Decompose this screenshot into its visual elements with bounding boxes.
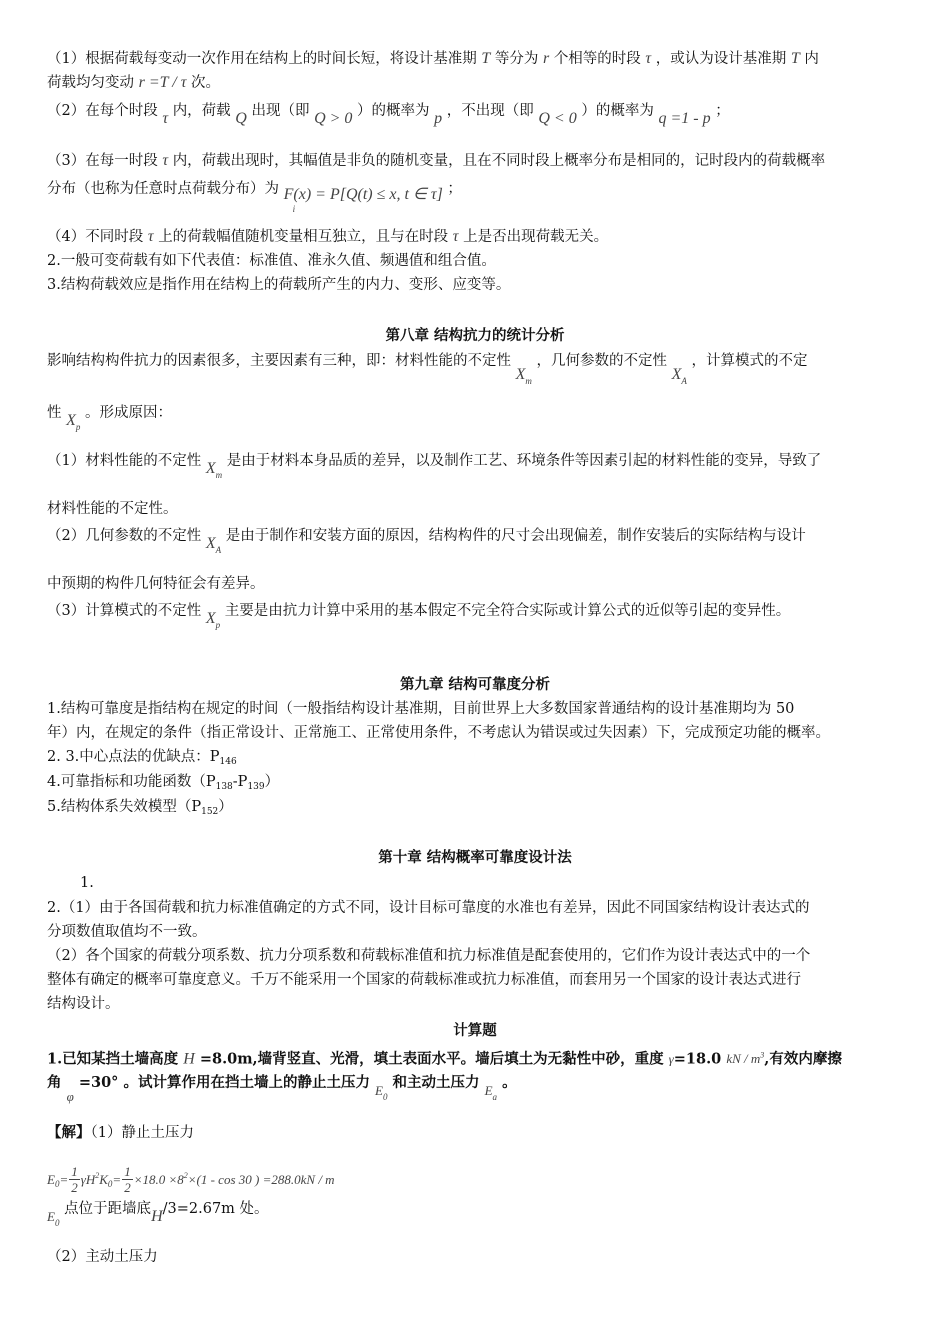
text: -P [232,774,248,790]
text: 等分为 [494,51,539,67]
solution-step-2: （2）主动土压力 [47,1249,158,1265]
chapter-9-title: 第九章 结构可靠度分析 [399,676,551,693]
chapter-8-intro [47,350,907,386]
formula-part: ×18.0 ×8 [133,1171,184,1187]
symbol-X: X [671,366,682,383]
subscript: m [215,470,223,480]
symbol-E: E [47,1209,55,1224]
symbol-X: X [66,412,76,429]
text: =8.0m,墙背竖直、光滑，填土表面水平。墙后填土为无黏性中砂，重度 [199,1050,664,1068]
formula-cond2: Q < 0 [538,110,577,127]
question-1 [47,1045,907,1070]
subscript: p [75,422,81,432]
text: 上的荷载幅值随机变量相互独立，且与在时段 [158,229,449,245]
equals: = [59,1171,69,1187]
paragraph: 整体有确定的概率可靠度意义。千万不能采用一个国家的荷载标准或抗力标准值，而套用另一个国家的设计表达式进行 [47,972,801,988]
symbol-X: X [205,535,216,552]
subscript: a [492,1092,498,1102]
text: 4.可靠指标和功能函数（P [47,774,216,790]
symbol-K: K [99,1171,108,1187]
text: 5.结构体系失效模型（P [47,799,202,815]
text: 1.已知某挡土墙高度 [47,1050,179,1068]
text: 是由于制作和安装方面的原因，结构构件的尺寸会出现偏差，制作安装后的实际结构与设计 [225,528,806,544]
text: 出现（即 [251,103,310,119]
solution-label: 【解】 [47,1124,91,1141]
symbol-H: H [151,1208,163,1225]
reason-2-cont: 中预期的构件几何特征会有差异。 [47,576,265,592]
paragraph: 2.（1）由于各国荷载和抗力标准值确定的方式不同，设计目标可靠度的水准也有差异，因此不同国家结构设计表达式的 [47,900,810,916]
chapter-10-title: 第十章 结构概率可靠度设计法 [378,849,572,866]
formula-text: F(x) = P[Q(t) ≤ x, t ∈ τ] [283,186,443,203]
subscript: A [215,545,222,555]
text: 内，荷载出现时，其幅值是非负的随机变量，且在不同时段上概率分布是相同的，记时段内的荷载概率 [172,153,826,169]
question-1-cont [47,1072,907,1104]
formula-q: q =1 - p [658,110,711,127]
subscript: 0 [107,1178,113,1189]
paragraph: （2）各个国家的荷载分项系数、抗力分项系数和荷载标准值和抗力标准值是配套使用的，它们作为设计表达式中的一个 [47,948,811,964]
unit: kN / m [300,1171,335,1187]
text: 分布（也称为任意时点荷载分布）为 [47,181,279,197]
formula-lhs [47,1172,59,1187]
symbol-T: T [790,50,800,67]
symbol-E0 [375,1083,388,1102]
paragraph: 结构设计。 [47,996,120,1012]
text: （1）静止土压力 [90,1125,194,1141]
text: 内，荷载 [172,103,231,119]
text: 上是否出现荷载无关。 [463,229,609,245]
text: （3）在每一时段 [47,153,158,169]
equals: = [112,1171,122,1187]
page-ref: 139 [247,782,265,792]
formula-part: γH [80,1171,96,1187]
text: 。形成原因： [85,405,172,421]
reason-1-cont: 材料性能的不定性。 [47,501,178,517]
symbol-E: E [484,1083,493,1098]
symbol-E: E [47,1171,55,1187]
paragraph: 1.结构可靠度是指结构在规定的时间（一般指结构设计基准期，目前世界上大多数国家普通结构的设计基准期均为 50 [47,701,795,717]
denominator: 2 [124,1180,131,1196]
text: ； [447,181,462,197]
text: =30° 。试计算作用在挡土墙上的静止土压力 [78,1074,370,1091]
symbol-Xm [515,366,532,386]
text: ，计算模式的不定 [691,353,808,369]
list-item [47,796,907,820]
symbol-X: X [515,366,526,383]
symbol-Xp [205,610,221,630]
text: 是由于材料本身品质的差异，以及制作工艺、环境条件等因素引起的材料性能的变异，导致了 [226,453,822,469]
symbol-tau: τ [162,110,169,127]
symbol-phi: φ [66,1089,74,1104]
text: 和主动土压力 [392,1074,480,1091]
symbol-p: p [434,110,443,127]
text: 主要是由抗力计算中采用的基本假定不完全符合实际或计算公式的近似等引起的变异性。 [224,603,791,619]
formula-F [283,186,443,214]
symbol-XA [671,366,687,386]
list-item [47,771,907,795]
subscript: m [525,376,532,386]
symbol-Q: Q [235,110,247,127]
text: （1）材料性能的不定性 [47,453,202,469]
text: /3=2.67m 处。 [162,1201,269,1217]
symbol-tau: τ [162,152,169,169]
text: （3）计算模式的不定性 [47,603,202,619]
page-ref: 146 [219,757,237,767]
subscript: 0 [54,1178,60,1189]
paragraph-2 [47,100,907,127]
text: ） [264,774,280,790]
symbol-tau: τ [147,228,154,245]
paragraph: 分项数值取值均不一致。 [47,924,207,940]
text: 角 [47,1074,62,1091]
list-item: 2.一般可变荷载有如下代表值：标准值、准永久值、频遇值和组合值。 [47,253,496,269]
text: （2）在每个时段 [47,103,158,119]
symbol-XA [205,535,222,555]
text: ）的概率为 [581,103,654,119]
text: 影响结构构件抗力的因素很多，主要因素有三种，即：材料性能的不定性 [47,353,511,369]
symbol-X: X [205,610,216,627]
paragraph: 年）内，在规定的条件（指正常设计、正常施工、正常使用条件，不考虑认为错误或过失因素）下，完成预定功能的概率。 [47,725,830,741]
text: ，不出现（即 [446,103,534,119]
unit [726,1051,764,1066]
symbol-gamma: γ [668,1051,674,1067]
paragraph-3-cont [47,178,907,214]
text: 性 [47,405,62,421]
formula-cond1: Q > 0 [314,110,353,127]
exponent: 3 [760,1051,765,1060]
paragraph-3 [47,150,907,172]
text: 2. 3.中心点法的优缺点：P [47,749,220,765]
page-ref: 152 [201,807,219,817]
text: ）的概率为 [357,103,430,119]
formula-E0 [47,1158,907,1194]
denominator: 2 [71,1180,78,1196]
numerator: 1 [71,1164,78,1180]
subscript: 0 [382,1092,388,1102]
fraction-half [69,1164,80,1195]
formula-r: r =T / τ [138,74,187,91]
reason-1 [47,450,907,480]
chapter-8-intro-cont [47,402,907,432]
exponent: 2 [95,1171,100,1180]
text: （2）几何参数的不定性 [47,528,202,544]
exponent: 2 [183,1171,188,1180]
subscript: p [215,620,221,630]
page-ref: 138 [215,782,233,792]
subscript: 0 [54,1218,60,1228]
symbol-H: H [183,1050,195,1068]
paragraph-1-cont [47,72,907,94]
unit-text: kN / m [726,1051,761,1067]
chapter-8-title: 第八章 结构抗力的统计分析 [385,327,565,344]
fraction-half [122,1164,133,1195]
formula-part: ×(1 - cos 30 ) =288.0 [187,1171,301,1187]
symbol-tau: τ [645,50,652,67]
symbol-r: r [542,50,550,67]
text: 。 [502,1074,517,1091]
solution-position [47,1198,907,1228]
symbol-Xm [205,460,223,480]
paragraph-1 [47,48,907,70]
symbol-Xp [66,412,81,432]
solution-step-1 [47,1122,907,1144]
text: ） [218,799,233,815]
reason-2 [47,525,907,555]
numerator: 1 [124,1164,131,1180]
text: （1）根据荷载每变动一次作用在结构上的时间长短，将设计基准期 [47,51,477,67]
symbol-Ea [484,1083,498,1102]
symbol-X: X [205,460,216,477]
paragraph-4 [47,226,907,248]
text: ，几何参数的不定性 [536,353,667,369]
subscript: i [292,204,296,214]
text: 荷载均匀变动 [47,75,134,91]
symbol-T: T [481,50,491,67]
subscript: A [681,376,687,386]
text: 个相等的时段 [553,51,641,67]
symbol-tau: τ [452,228,459,245]
text: =18.0 [673,1050,722,1068]
text: 内 [804,51,819,67]
symbol-E0 [47,1209,60,1228]
symbol-E: E [375,1083,383,1098]
text: （4）不同时段 [47,229,144,245]
calc-title: 计算题 [453,1022,497,1039]
text: 点位于距墙底 [64,1201,152,1217]
reason-3 [47,600,907,630]
text: ,有效内摩擦 [764,1050,842,1068]
list-item [47,746,907,770]
list-item: 1. [80,875,94,891]
text: ； [715,103,730,119]
text: ，或认为设计基准期 [655,51,787,67]
list-item: 3.结构荷载效应是指作用在结构上的荷载所产生的内力、变形、应变等。 [47,277,511,293]
text: 次。 [191,75,221,91]
